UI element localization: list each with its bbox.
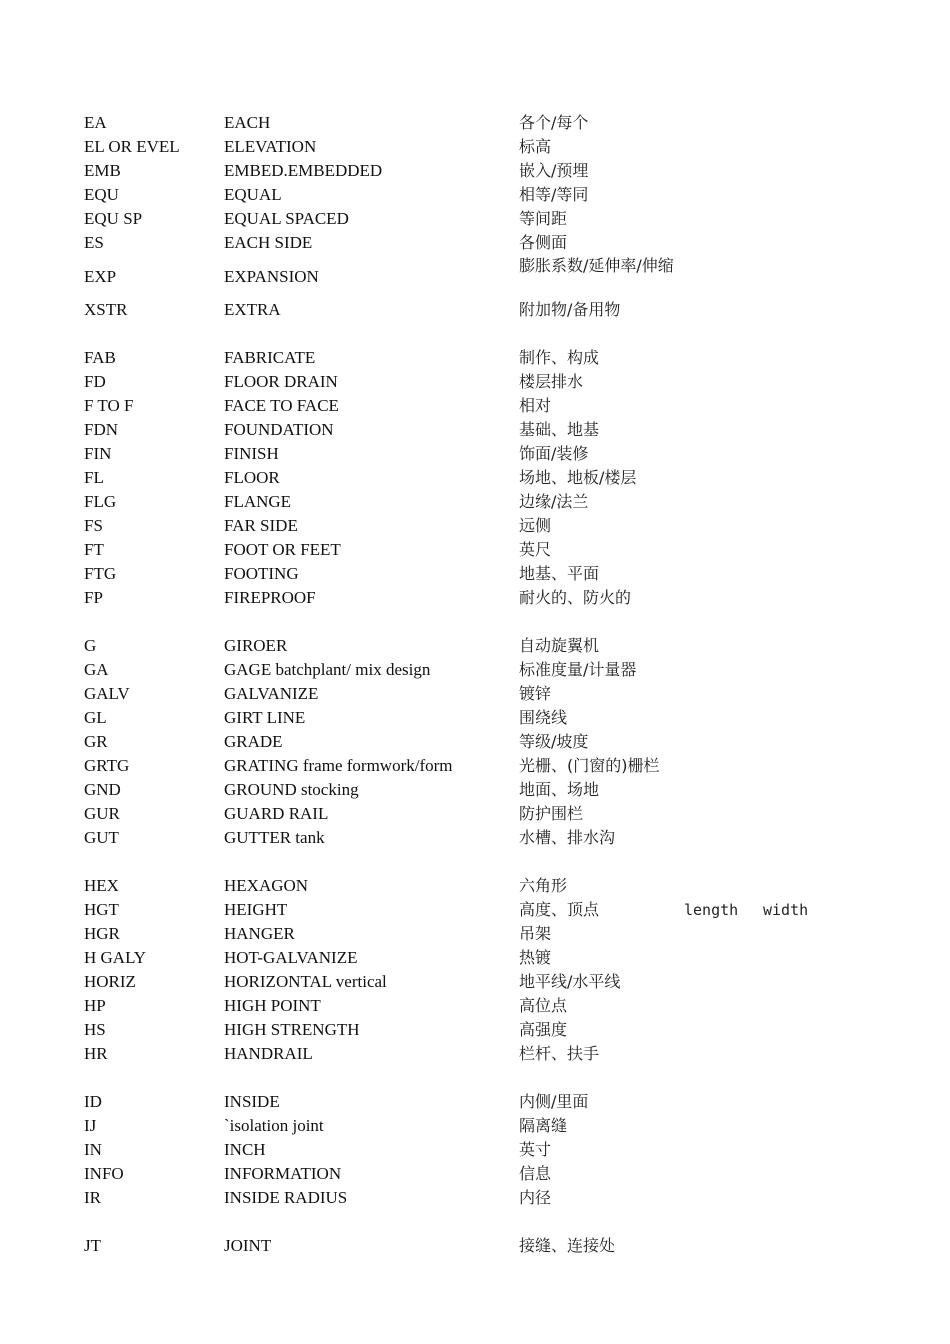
abbreviation-row: [0, 970, 950, 994]
abbreviation-code: GALV: [84, 684, 130, 703]
abbreviation-meaning: HANDRAIL: [224, 1044, 313, 1063]
abbreviation-row: [0, 442, 950, 466]
abbreviation-meaning: FOOT OR FEET: [224, 540, 341, 559]
chinese-translation: 高度、顶点: [519, 900, 600, 919]
abbreviation-code: XSTR: [84, 300, 128, 319]
chinese-translation: 场地、地板/楼层: [519, 468, 637, 487]
abbreviation-meaning: FABRICATE: [224, 348, 316, 367]
abbreviation-meaning: FLOOR DRAIN: [224, 372, 338, 391]
abbreviation-code: ES: [84, 233, 104, 252]
abbreviation-row: [0, 1042, 950, 1066]
abbreviation-meaning: HORIZONTAL vertical: [224, 972, 387, 991]
abbreviation-code: FT: [84, 540, 104, 559]
abbreviation-row: [0, 418, 950, 442]
abbreviation-code: FL: [84, 468, 104, 487]
abbreviation-code: FDN: [84, 420, 119, 439]
abbreviation-group: [0, 1090, 950, 1210]
abbreviation-code: HGR: [84, 924, 120, 943]
abbreviation-meaning: GRADE: [224, 732, 283, 751]
abbreviation-group: [0, 1234, 950, 1258]
abbreviation-meaning: GUARD RAIL: [224, 804, 329, 823]
chinese-translation: 内径: [519, 1188, 552, 1207]
abbreviation-meaning: HOT-GALVANIZE: [224, 948, 358, 967]
abbreviation-row: [0, 255, 950, 298]
abbreviation-row: [0, 586, 950, 610]
chinese-translation: 六角形: [519, 876, 568, 895]
chinese-translation: 地面、场地: [519, 780, 600, 799]
abbreviation-code: HP: [84, 996, 106, 1015]
chinese-translation: 英尺: [519, 540, 552, 559]
chinese-translation: 远侧: [519, 516, 552, 535]
abbreviation-group: [0, 634, 950, 850]
chinese-translation: 楼层排水: [519, 372, 584, 391]
abbreviation-meaning: INCH: [224, 1140, 266, 1159]
abbreviation-meaning: EQUAL: [224, 185, 282, 204]
abbreviation-code: EQU: [84, 185, 119, 204]
chinese-translation: 防护围栏: [519, 804, 584, 823]
abbreviation-meaning: GALVANIZE: [224, 684, 319, 703]
abbreviation-row: [0, 183, 950, 207]
abbreviation-row: [0, 514, 950, 538]
abbreviation-code: EXP: [84, 267, 117, 286]
abbreviation-group: [0, 346, 950, 610]
chinese-translation: 栏杆、扶手: [519, 1044, 600, 1063]
abbreviation-row: [0, 778, 950, 802]
abbreviation-code: GL: [84, 708, 107, 727]
chinese-translation: 标高: [519, 137, 552, 156]
chinese-translation: 高位点: [519, 996, 568, 1015]
abbreviation-meaning: INSIDE: [224, 1092, 280, 1111]
extra-note: length: [684, 901, 739, 919]
abbreviation-meaning: HANGER: [224, 924, 295, 943]
abbreviation-meaning: FOOTING: [224, 564, 299, 583]
abbreviation-row: [0, 1234, 950, 1258]
abbreviation-row: [0, 1138, 950, 1162]
abbreviation-row: [0, 111, 950, 135]
abbreviation-row: [0, 346, 950, 370]
abbreviation-row: [0, 658, 950, 682]
abbreviation-meaning: EQUAL SPACED: [224, 209, 349, 228]
abbreviation-row: [0, 802, 950, 826]
chinese-translation: 自动旋翼机: [519, 636, 600, 655]
abbreviation-row: [0, 207, 950, 231]
abbreviation-meaning: EXTRA: [224, 300, 281, 319]
abbreviation-meaning: FLOOR: [224, 468, 280, 487]
abbreviation-row: [0, 706, 950, 730]
abbreviation-code: GA: [84, 660, 109, 679]
chinese-translation: 吊架: [519, 924, 552, 943]
chinese-translation: 各个/每个: [519, 113, 589, 132]
abbreviation-row: [0, 754, 950, 778]
abbreviation-code: GUR: [84, 804, 120, 823]
abbreviation-meaning: HEXAGON: [224, 876, 309, 895]
abbreviation-code: FIN: [84, 444, 112, 463]
abbreviation-meaning: GRATING frame formwork/form: [224, 756, 453, 775]
chinese-translation: 制作、构成: [519, 348, 600, 367]
abbreviation-row: [0, 874, 950, 898]
abbreviation-code: EA: [84, 113, 107, 132]
abbreviation-group: [0, 874, 950, 1066]
chinese-translation: 地平线/水平线: [519, 972, 621, 991]
abbreviation-code: GR: [84, 732, 108, 751]
chinese-translation: 耐火的、防火的: [519, 588, 632, 607]
extra-note: width: [763, 901, 809, 919]
abbreviation-meaning: INFORMATION: [224, 1164, 342, 1183]
abbreviation-row: [0, 946, 950, 970]
abbreviation-meaning: GIRT LINE: [224, 708, 306, 727]
abbreviation-code: IR: [84, 1188, 101, 1207]
abbreviation-row: [0, 1186, 950, 1210]
abbreviation-code: EL OR EVEL: [84, 137, 180, 156]
abbreviation-row: [0, 231, 950, 255]
abbreviation-meaning: JOINT: [224, 1236, 272, 1255]
abbreviation-code: GRTG: [84, 756, 130, 775]
abbreviation-list: [0, 111, 950, 1258]
abbreviation-code: FLG: [84, 492, 117, 511]
abbreviation-row: [0, 1018, 950, 1042]
chinese-translation: 等级/坡度: [519, 732, 589, 751]
abbreviation-row: [0, 682, 950, 706]
abbreviation-meaning: INSIDE RADIUS: [224, 1188, 348, 1207]
abbreviation-code: INFO: [84, 1164, 124, 1183]
abbreviation-row: [0, 394, 950, 418]
abbreviation-row: [0, 538, 950, 562]
abbreviation-code: JT: [84, 1236, 101, 1255]
abbreviation-code: EQU SP: [84, 209, 143, 228]
abbreviation-code: H GALY: [84, 948, 147, 967]
abbreviation-meaning: GAGE batchplant/ mix design: [224, 660, 431, 679]
abbreviation-row: [0, 1090, 950, 1114]
abbreviation-meaning: FINISH: [224, 444, 279, 463]
abbreviation-meaning: `isolation joint: [224, 1116, 324, 1135]
abbreviation-meaning: HIGH STRENGTH: [224, 1020, 360, 1039]
abbreviation-code: FAB: [84, 348, 116, 367]
abbreviation-row: [0, 898, 950, 922]
abbreviation-group: [0, 111, 950, 322]
abbreviation-row: [0, 135, 950, 159]
abbreviation-code: GND: [84, 780, 121, 799]
abbreviation-row: [0, 562, 950, 586]
chinese-translation: 嵌入/预埋: [519, 161, 589, 180]
abbreviation-row: [0, 490, 950, 514]
abbreviation-code: GUT: [84, 828, 119, 847]
chinese-translation: 边缘/法兰: [519, 492, 589, 511]
abbreviation-code: FP: [84, 588, 103, 607]
abbreviation-row: [0, 1162, 950, 1186]
abbreviation-meaning: GUTTER tank: [224, 828, 325, 847]
abbreviation-meaning: EACH SIDE: [224, 233, 313, 252]
abbreviation-code: HR: [84, 1044, 108, 1063]
abbreviation-code: EMB: [84, 161, 121, 180]
abbreviation-meaning: GROUND stocking: [224, 780, 359, 799]
chinese-translation: 基础、地基: [519, 420, 600, 439]
abbreviation-row: [0, 370, 950, 394]
abbreviation-code: IN: [84, 1140, 102, 1159]
chinese-translation: 隔离缝: [519, 1116, 568, 1135]
abbreviation-meaning: ELEVATION: [224, 137, 317, 156]
abbreviation-meaning: FLANGE: [224, 492, 292, 511]
chinese-translation: 膨胀系数/延伸率/伸缩: [519, 256, 674, 275]
abbreviation-meaning: FIREPROOF: [224, 588, 316, 607]
abbreviation-row: [0, 634, 950, 658]
chinese-translation: 相等/等同: [519, 185, 589, 204]
abbreviation-code: ID: [84, 1092, 102, 1111]
chinese-translation: 光栅、(门窗的)栅栏: [519, 756, 660, 775]
chinese-translation: 信息: [519, 1164, 552, 1183]
abbreviation-code: G: [84, 636, 97, 655]
abbreviation-code: FTG: [84, 564, 117, 583]
chinese-translation: 高强度: [519, 1020, 568, 1039]
abbreviation-meaning: EACH: [224, 113, 271, 132]
abbreviation-code: F TO F: [84, 396, 134, 415]
chinese-translation: 热镀: [519, 948, 552, 967]
abbreviation-code: HEX: [84, 876, 119, 895]
abbreviation-row: [0, 730, 950, 754]
abbreviation-meaning: FAR SIDE: [224, 516, 298, 535]
chinese-translation: 各侧面: [519, 233, 568, 252]
abbreviation-row: [0, 826, 950, 850]
chinese-translation: 内侧/里面: [519, 1092, 589, 1111]
abbreviation-row: [0, 1114, 950, 1138]
abbreviation-meaning: HEIGHT: [224, 900, 288, 919]
abbreviation-meaning: EMBED.EMBEDDED: [224, 161, 383, 180]
chinese-translation: 围绕线: [519, 708, 568, 727]
chinese-translation: 英寸: [519, 1140, 552, 1159]
chinese-translation: 接缝、连接处: [519, 1236, 616, 1255]
abbreviation-code: HS: [84, 1020, 106, 1039]
chinese-translation: 地基、平面: [519, 564, 600, 583]
chinese-translation: 等间距: [519, 209, 568, 228]
abbreviation-code: FD: [84, 372, 106, 391]
abbreviation-row: [0, 298, 950, 322]
abbreviation-row: [0, 159, 950, 183]
abbreviation-meaning: GIROER: [224, 636, 288, 655]
chinese-translation: 饰面/装修: [519, 444, 589, 463]
abbreviation-code: HORIZ: [84, 972, 136, 991]
abbreviation-meaning: HIGH POINT: [224, 996, 321, 1015]
abbreviation-code: HGT: [84, 900, 119, 919]
abbreviation-row: [0, 994, 950, 1018]
abbreviation-row: [0, 466, 950, 490]
chinese-translation: 相对: [519, 396, 552, 415]
abbreviation-meaning: FACE TO FACE: [224, 396, 339, 415]
abbreviation-code: IJ: [84, 1116, 97, 1135]
abbreviation-meaning: EXPANSION: [224, 267, 319, 286]
abbreviation-code: FS: [84, 516, 103, 535]
chinese-translation: 标准度量/计量器: [519, 660, 637, 679]
abbreviation-row: [0, 922, 950, 946]
chinese-translation: 镀锌: [519, 684, 552, 703]
chinese-translation: 附加物/备用物: [519, 300, 621, 319]
chinese-translation: 水槽、排水沟: [519, 828, 616, 847]
abbreviation-meaning: FOUNDATION: [224, 420, 334, 439]
